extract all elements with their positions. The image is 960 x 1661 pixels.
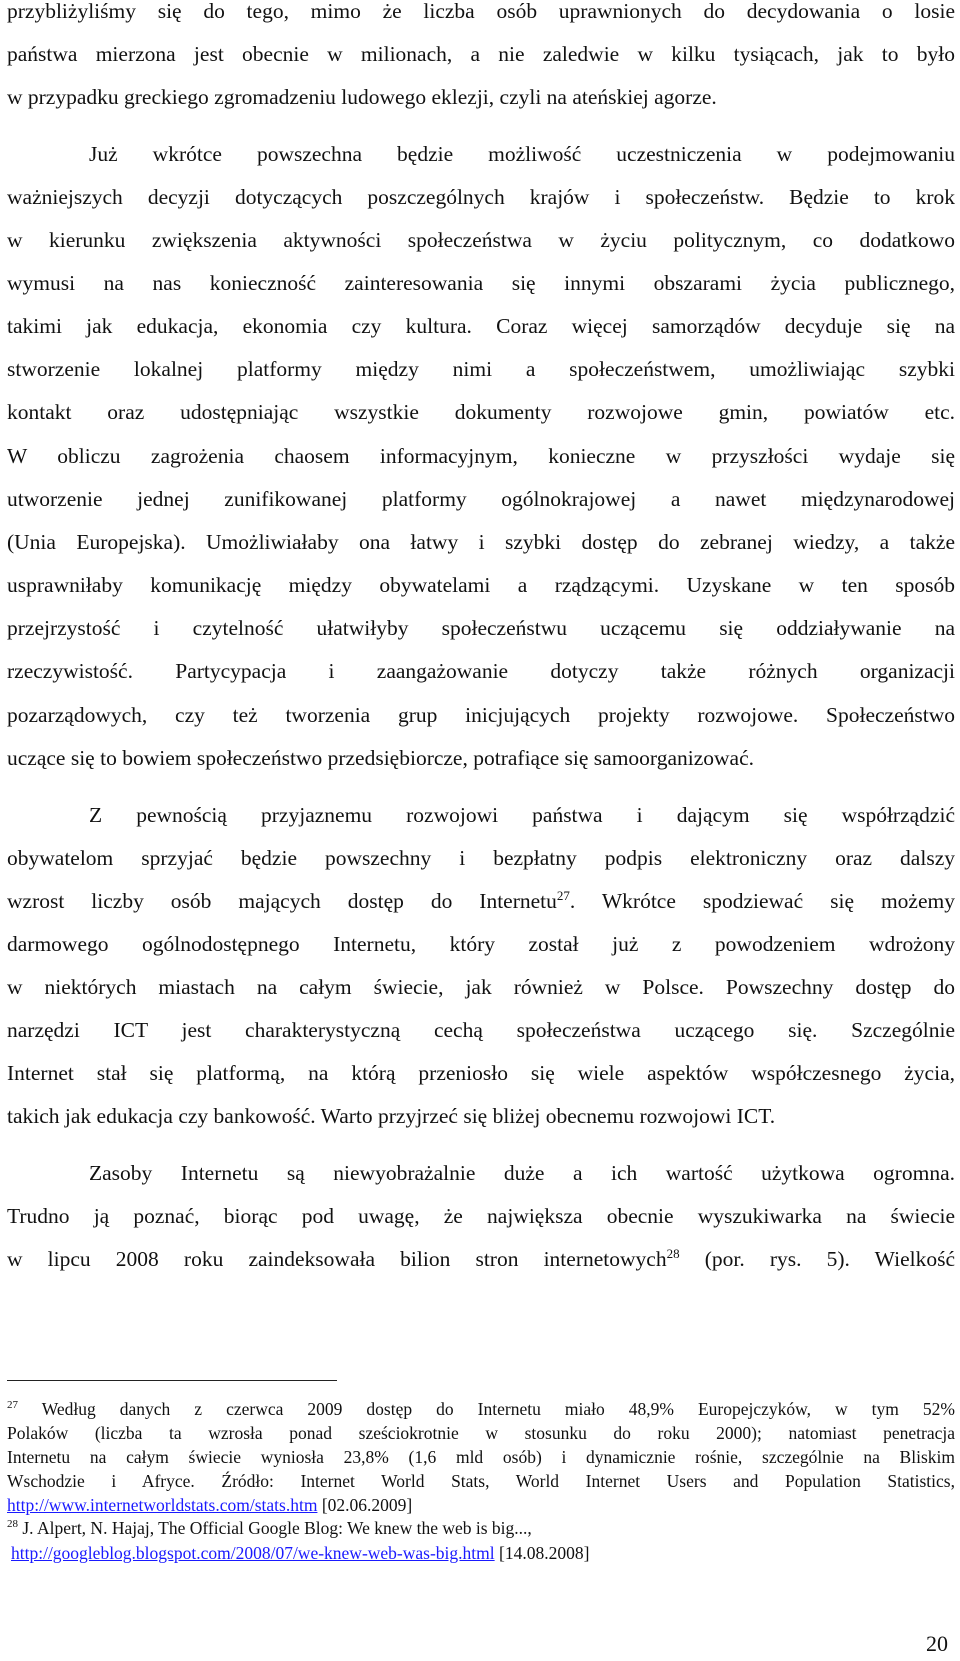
body-line-text: . Wkrótce spodziewać się możemy [569,889,955,913]
footnote-ref-28[interactable]: 28 [666,1245,680,1261]
footnote-link[interactable]: http://www.internetworldstats.com/stats.htm [7,1495,318,1515]
footnote-link[interactable]: http://googleblog.blogspot.com/2008/07/we-knew-web-was-big.html [11,1543,495,1563]
body-line: przybliżyliśmy się do tego, mimo że liczba osób uprawnionych do decydowania o losie [7,0,955,23]
body-line: W obliczu zagrożenia chaosem informacyjnym, konieczne w przyszłości wydaje się [7,444,955,468]
body-line: kontakt oraz udostępniając wszystkie dokumenty rozwojowe gmin, powiatów etc. [7,400,955,424]
footnote-separator [7,1380,337,1381]
body-line: Już wkrótce powszechna będzie możliwość uczestniczenia w podejmowaniu [89,142,955,166]
body-line: przejrzystość i czytelność ułatwiłyby społeczeństwu uczącemu się oddziaływanie na [7,616,955,640]
body-line: Internet stał się platformą, na którą przeniosło się wiele aspektów współczesnego życia, [7,1061,955,1085]
body-line: utworzenie jednej zunifikowanej platformy ogólnokrajowej a nawet międzynarodowej [7,487,955,511]
body-line: w kierunku zwiększenia aktywności społeczeństwa w życiu politycznym, co dodatkowo [7,228,955,252]
footnote-marker: 27 [7,1399,18,1412]
footnote-text: J. Alpert, N. Hajaj, The Official Google Blog: We knew the web is big..., [22,1518,532,1538]
body-line: takich jak edukacja czy bankowość. Warto przyjrzeć się bliżej obecnemu rozwojowi ICT. [7,1104,776,1128]
body-line: stworzenie lokalnej platformy między nimi a społeczeństwem, umożliwiając szybki [7,357,955,381]
footnote-27 [7,1397,955,1421]
body-line: uczące się to bowiem społeczeństwo przedsiębiorcze, potrafiące się samoorganizować. [7,746,754,770]
footnote-line [11,1541,959,1565]
body-line: pozarządowych, czy też tworzenia grup inicjujących projekty rozwojowe. Społeczeństwo [7,703,955,727]
footnote-line: Internetu na całym świecie wyniosła 23,8% (1,6 mld osób) i dynamicznie rośnie, szczególnie na Bliskim [7,1447,955,1467]
footnote-marker: 28 [7,1518,18,1531]
body-line: wymusi na nas konieczność zainteresowania się innymi obszarami życia publicznego, [7,271,955,295]
body-line: ważniejszych decyzji dotyczących poszczególnych krajów i społeczeństw. Będzie to krok [7,185,955,209]
footnote-ref-27[interactable]: 27 [556,887,570,903]
body-line: (Unia Europejska). Umożliwiałaby ona łatwy i szybki dostęp do zebranej wiedzy, a także [7,530,955,554]
footnote-line: Polaków (liczba ta wzrosła ponad sześciokrotnie w stosunku do roku 2000); natomiast penetracja [7,1423,955,1443]
footnote-date: [14.08.2008] [494,1543,590,1563]
body-line: Z pewnością przyjaznemu rozwojowi państwa i dającym się współrządzić [89,803,955,827]
body-line: w niektórych miastach na całym świecie, jak również w Polsce. Powszechny dostęp do [7,975,955,999]
footnote-line: Wschodzie i Afryce. Źródło: Internet World Stats, World Internet Users and Population Statistics, [7,1471,955,1491]
body-line: usprawniłaby komunikację między obywatelami a rządzącymi. Uzyskane w ten sposób [7,573,955,597]
body-line-text: w lipcu 2008 roku zaindeksowała bilion stron internetowych [7,1247,667,1271]
page-number: 20 [926,1631,948,1656]
footnote-line [7,1493,955,1517]
body-line: rzeczywistość. Partycypacja i zaangażowanie dotyczy także różnych organizacji [7,659,955,683]
body-line [7,886,955,916]
body-line: narzędzi ICT jest charakterystyczną cechą społeczeństwa uczącego się. Szczególnie [7,1018,955,1042]
body-line [7,1244,955,1274]
body-line: takimi jak edukacja, ekonomia czy kultura. Coraz więcej samorządów decyduje się na [7,314,955,338]
body-line: Trudno ją poznać, biorąc pod uwagę, że największa obecnie wyszukiwarka na świecie [7,1204,955,1228]
body-line: obywatelom sprzyjać będzie powszechny i bezpłatny podpis elektroniczny oraz dalszy [7,846,955,870]
footnote-date: [02.06.2009] [317,1495,413,1515]
footnote-text: Według danych z czerwca 2009 dostęp do Internetu miało 48,9% Europejczyków, w tym 52% [41,1399,956,1419]
body-line: w przypadku greckiego zgromadzeniu ludowego eklezji, czyli na ateńskiej agorze. [7,85,717,109]
body-line: darmowego ogólnodostępnego Internetu, który został już z powodzeniem wdrożony [7,932,955,956]
footnote-28 [7,1516,955,1540]
body-line: państwa mierzona jest obecnie w milionach, a nie zaledwie w kilku tysiącach, jak to było [7,42,955,66]
body-line-text: wzrost liczby osób mających dostęp do Internetu [7,889,557,913]
body-line-text: (por. rys. 5). Wielkość [679,1247,955,1271]
body-line: Zasoby Internetu są niewyobrażalnie duże a ich wartość użytkowa ogromna. [89,1161,955,1185]
